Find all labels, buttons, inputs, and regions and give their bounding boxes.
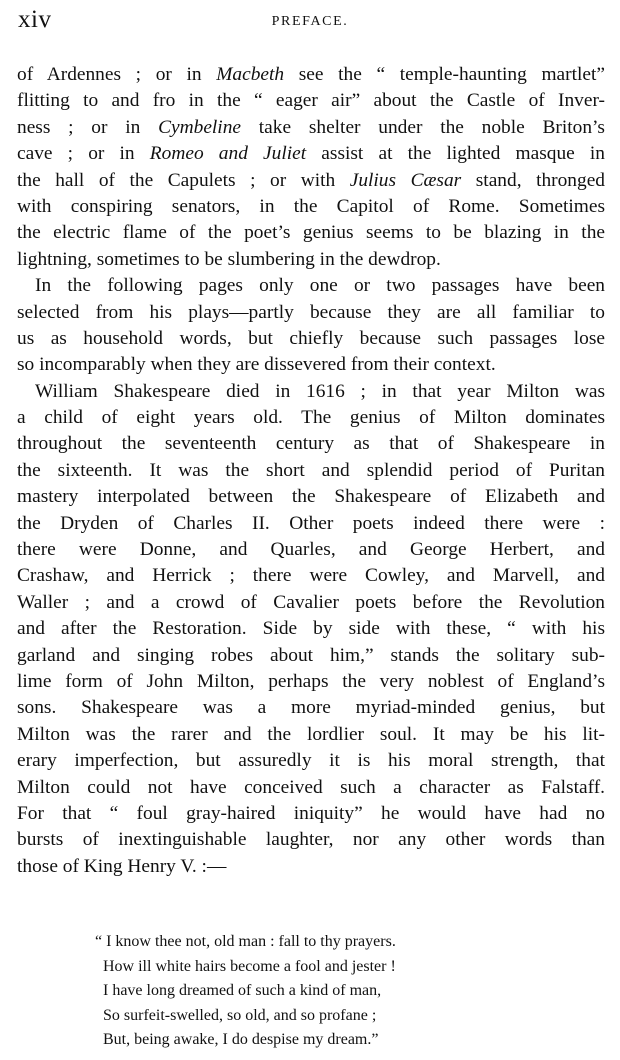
- text-run: cave ; or in: [17, 143, 150, 165]
- body-text: [17, 62, 605, 880]
- text-line: [17, 643, 605, 669]
- text-run: the Dryden of Charles II. Other poets indeed there were :: [17, 512, 605, 534]
- text-line: [17, 326, 605, 352]
- italic-title: Romeo and Juliet: [149, 143, 307, 165]
- text-run: lightning, sometimes to be slumbering in the dewdrop.: [17, 248, 441, 270]
- running-head: PREFACE.: [271, 14, 349, 29]
- text-line: [17, 695, 605, 721]
- text-run: ness ; or in: [17, 116, 159, 138]
- text-line: [17, 141, 605, 167]
- text-run: the hall of the Capulets ; or with: [17, 169, 350, 191]
- text-line: [17, 563, 605, 589]
- text-run: of Ardennes ; or in: [17, 64, 217, 85]
- page-header: [18, 4, 602, 40]
- text-line: [17, 405, 605, 431]
- verse-quotation: [95, 930, 515, 1053]
- text-line: [17, 379, 605, 405]
- text-run: the sixteenth. It was the short and splendid period of Puritan: [17, 459, 605, 481]
- verse-line: So surfeit-swelled, so old, and so profane ;: [103, 1006, 377, 1024]
- text-run: take shelter under the noble Briton’s: [241, 116, 605, 138]
- text-run: us as household words, but chiefly because such passages lose: [17, 327, 605, 349]
- text-line: [17, 352, 605, 378]
- page-number: xiv: [18, 6, 52, 33]
- text-line: [17, 220, 605, 246]
- text-run: In the following pages only one or two passages have been: [35, 275, 605, 297]
- text-line: [17, 537, 605, 563]
- text-run: a child of eight years old. The genius of Milton dominates: [17, 407, 605, 429]
- text-run: William Shakespeare died in 1616 ; in that year Milton was: [35, 380, 605, 402]
- text-run: Crashaw, and Herrick ; there were Cowley, and Marvell, and: [17, 565, 605, 587]
- text-run: stand, thronged: [461, 169, 605, 191]
- text-run: For that “ foul gray-haired iniquity” he would have had no: [17, 802, 605, 824]
- text-line: [17, 62, 605, 88]
- text-line: [17, 88, 605, 114]
- text-run: flitting to and fro in the “ eager air” about the Castle of Inver-: [17, 90, 605, 112]
- text-run: throughout the seventeenth century as that of Shakespeare in: [17, 433, 605, 455]
- verse-line: I have long dreamed of such a kind of man,: [103, 982, 382, 999]
- text-line: [17, 827, 605, 853]
- text-line: [17, 590, 605, 616]
- text-run: sons. Shakespeare was a more myriad-minded genius, but: [17, 697, 605, 719]
- text-run: Milton was the rarer and the lordlier soul. It may be his lit-: [17, 723, 605, 745]
- text-line: [17, 458, 605, 484]
- text-run: the electric flame of the poet’s genius seems to be blazing in the: [17, 222, 605, 244]
- text-run: see the “ temple-haunting martlet”: [284, 64, 605, 85]
- text-run: there were Donne, and Quarles, and George Herbert, and: [17, 539, 605, 561]
- text-run: and after the Restoration. Side by side with these, “ with his: [17, 618, 605, 640]
- text-line: [17, 775, 605, 801]
- text-run: so incomparably when they are dissevered from their context.: [17, 354, 496, 376]
- text-run: lime form of John Milton, perhaps the very noblest of England’s: [17, 670, 605, 692]
- text-line: [17, 431, 605, 457]
- text-line: [17, 616, 605, 642]
- italic-title: Julius Cæsar: [349, 169, 462, 191]
- text-run: erary imperfection, but assuredly it is his moral strength, that: [17, 750, 605, 772]
- text-line: [17, 300, 605, 326]
- text-line: [17, 722, 605, 748]
- text-run: those of King Henry V. :—: [17, 855, 227, 877]
- italic-title: Cymbeline: [158, 116, 241, 138]
- text-line: [17, 273, 605, 299]
- text-line: [17, 511, 605, 537]
- text-run: with conspiring senators, in the Capitol of Rome. Sometimes: [17, 195, 605, 217]
- text-run: Milton could not have conceived such a character as Falstaff.: [17, 776, 605, 798]
- verse-line: How ill white hairs become a fool and jester !: [103, 957, 396, 975]
- text-run: mastery interpolated between the Shakespeare of Elizabeth and: [17, 486, 605, 508]
- text-run: selected from his plays—partly because they are all familiar to: [17, 301, 605, 323]
- text-line: [17, 168, 605, 194]
- text-run: assist at the lighted masque in: [306, 143, 605, 165]
- text-run: garland and singing robes about him,” stands the solitary sub-: [17, 644, 605, 666]
- text-line: [17, 484, 605, 510]
- verse-line: But, being awake, I do despise my dream.”: [103, 1031, 379, 1048]
- text-line: [17, 854, 605, 880]
- text-run: Waller ; and a crowd of Cavalier poets before the Revolution: [17, 591, 605, 613]
- text-line: [17, 194, 605, 220]
- text-line: [17, 669, 605, 695]
- verse-line: “ I know thee not, old man : fall to thy prayers.: [95, 933, 396, 950]
- italic-title: Macbeth: [216, 64, 285, 85]
- text-line: [17, 748, 605, 774]
- text-line: [17, 247, 605, 273]
- text-line: [17, 801, 605, 827]
- text-line: [17, 115, 605, 141]
- text-run: bursts of inextinguishable laughter, nor any other words than: [17, 829, 605, 851]
